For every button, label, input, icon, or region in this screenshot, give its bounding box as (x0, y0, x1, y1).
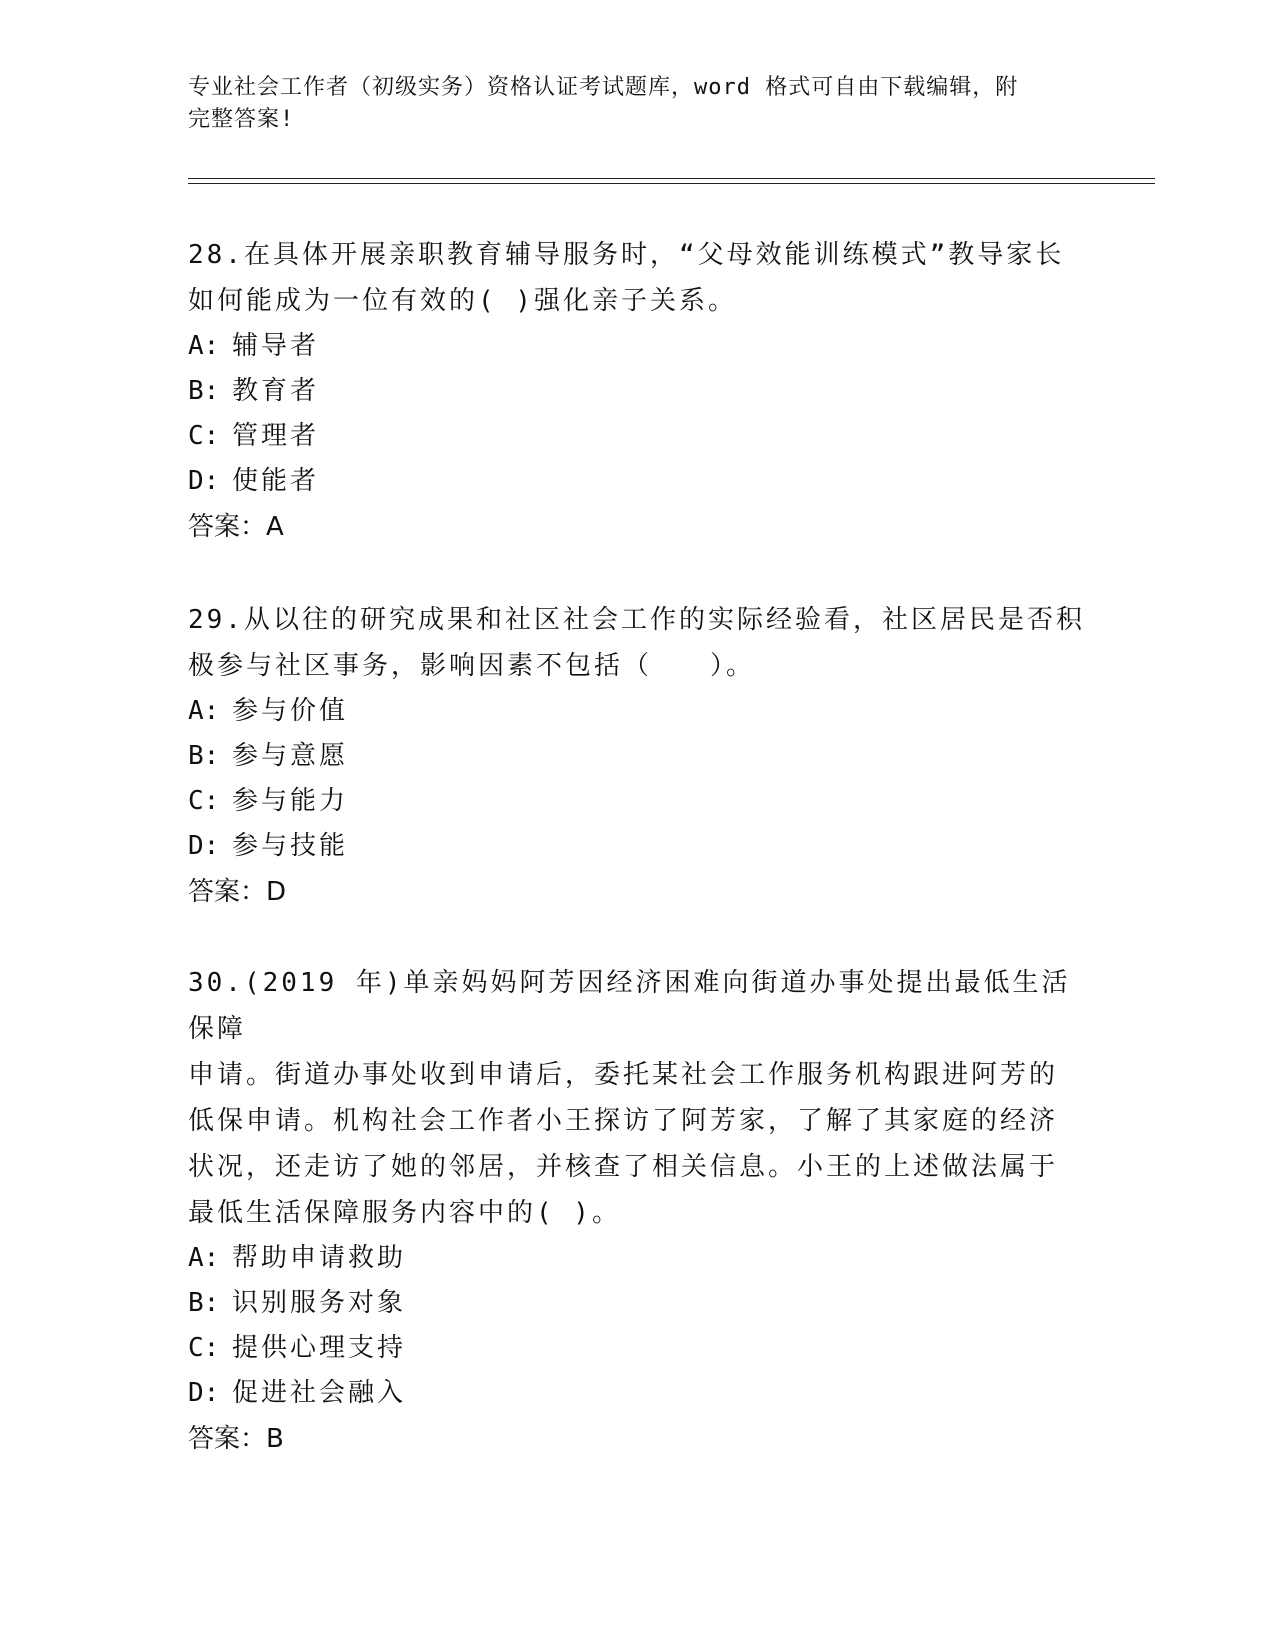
question-stem-line: 29.从以往的研究成果和社区社会工作的实际经验看，社区居民是否积 (188, 605, 1085, 635)
option-key: A: (188, 696, 220, 726)
option-key: A: (188, 331, 220, 361)
option-a (188, 689, 1088, 734)
option-c (188, 414, 1088, 459)
option-a (188, 324, 1088, 369)
option-key: C: (188, 786, 220, 816)
question-stem-line: 如何能成为一位有效的( )强化亲子关系。 (188, 286, 737, 316)
question-stem-line: 极参与社区事务，影响因素不包括（ ）。 (188, 651, 756, 681)
option-b (188, 1281, 1088, 1326)
document-header (188, 72, 1068, 136)
option-text: 促进社会融入 (232, 1378, 407, 1408)
option-a (188, 1236, 1088, 1281)
option-text: 参与技能 (232, 831, 349, 861)
option-text: 教育者 (232, 376, 320, 406)
option-text: 帮助申请救助 (232, 1243, 407, 1273)
option-key: D: (188, 466, 220, 496)
option-c (188, 779, 1088, 824)
question-30 (188, 960, 1088, 1462)
header-line-1: 专业社会工作者（初级实务）资格认证考试题库，word 格式可自由下载编辑，附 (188, 75, 1019, 100)
header-line-2: 完整答案! (188, 107, 295, 132)
option-text: 辅导者 (232, 331, 320, 361)
option-key: C: (188, 1333, 220, 1363)
option-text: 管理者 (232, 421, 320, 451)
option-text: 参与价值 (232, 696, 349, 726)
answer-line: 答案：D (188, 877, 287, 907)
option-b (188, 369, 1088, 414)
question-stem-line: 低保申请。机构社会工作者小王探访了阿芳家，了解了其家庭的经济 (188, 1106, 1059, 1136)
option-key: B: (188, 376, 220, 406)
header-divider-bottom (188, 183, 1155, 184)
option-text: 识别服务对象 (232, 1288, 407, 1318)
option-d (188, 1371, 1088, 1416)
option-key: D: (188, 1378, 220, 1408)
question-stem-line: 最低生活保障服务内容中的( )。 (188, 1198, 621, 1228)
option-key: C: (188, 421, 220, 451)
option-b (188, 734, 1088, 779)
answer-line: 答案：B (188, 1424, 284, 1454)
header-divider-top (188, 178, 1155, 179)
question-stem-line: 30.(2019 年)单亲妈妈阿芳因经济困难向街道办事处提出最低生活保障 (188, 968, 1071, 1044)
option-key: B: (188, 741, 220, 771)
option-key: D: (188, 831, 220, 861)
question-28 (188, 232, 1088, 550)
option-text: 提供心理支持 (232, 1333, 407, 1363)
option-key: B: (188, 1288, 220, 1318)
question-stem-line: 状况，还走访了她的邻居，并核查了相关信息。小王的上述做法属于 (188, 1152, 1059, 1182)
option-text: 使能者 (232, 466, 320, 496)
option-d (188, 459, 1088, 504)
question-stem-line: 28.在具体开展亲职教育辅导服务时，“父母效能训练模式”教导家长 (188, 240, 1065, 270)
option-key: A: (188, 1243, 220, 1273)
question-29 (188, 597, 1088, 915)
option-text: 参与能力 (232, 786, 349, 816)
question-stem-line: 申请。街道办事处收到申请后，委托某社会工作服务机构跟进阿芳的 (188, 1060, 1059, 1090)
option-d (188, 824, 1088, 869)
answer-line: 答案：A (188, 512, 284, 542)
option-c (188, 1326, 1088, 1371)
option-text: 参与意愿 (232, 741, 349, 771)
